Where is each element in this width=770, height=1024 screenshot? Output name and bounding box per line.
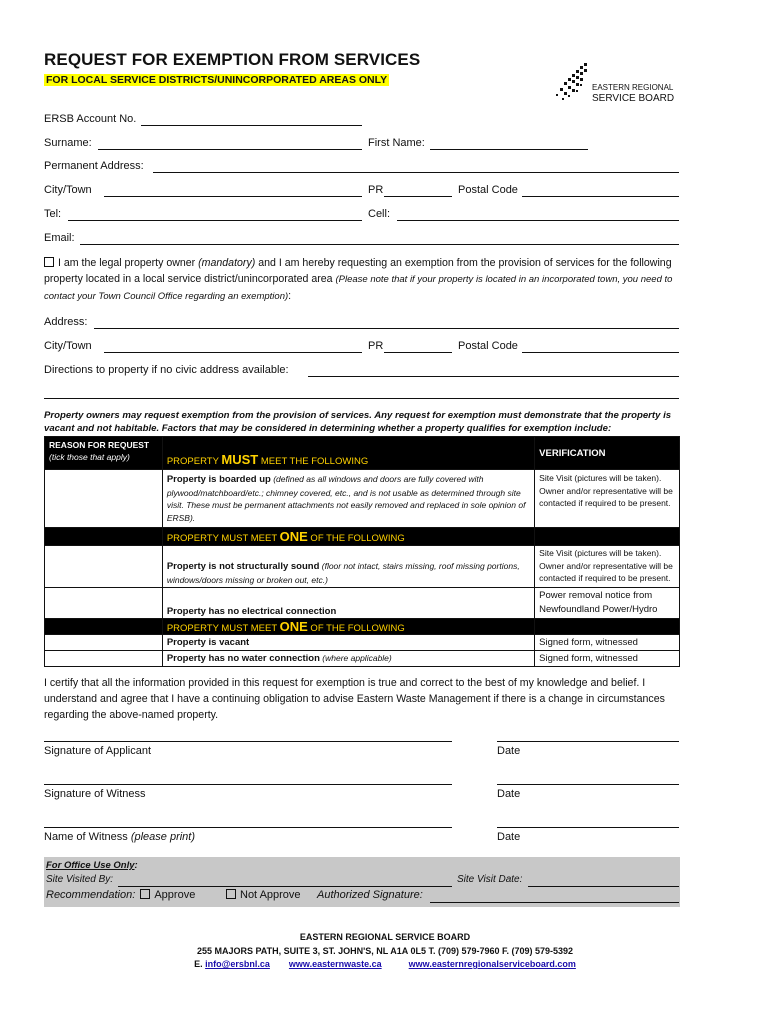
office-use-title: For Office Use Only: <box>46 860 138 871</box>
authorized-signature-label: Authorized Signature: <box>317 889 423 901</box>
surname-label: Surname: <box>44 137 92 149</box>
applicant-signature-field[interactable] <box>44 741 452 742</box>
property-city-field[interactable] <box>104 352 362 353</box>
permanent-address-field[interactable] <box>153 172 679 173</box>
row-vacant: Property is vacant <box>162 635 534 651</box>
directions-field[interactable] <box>308 376 679 377</box>
verify-electrical: Power removal notice from Newfoundland Power/Hydro <box>535 588 680 619</box>
footer-site1-link[interactable]: www.easternwaste.ca <box>288 959 382 969</box>
tel-label: Tel: <box>44 208 62 220</box>
tick-water[interactable] <box>45 651 163 667</box>
owner-checkbox[interactable] <box>44 257 54 267</box>
witness-signature-label: Signature of Witness <box>44 788 146 800</box>
witness-signature-field[interactable] <box>44 784 452 785</box>
row-boarded: Property is boarded up (defined as all windows and doors are fully covered with plywood/matchboard/etc.; chimney covered, etc., and is not usable as determined through site visit. These must be permanent attachments not easily removed and replaced in sole opinion of ERSB). <box>162 470 534 528</box>
logo-line2: SERVICE BOARD <box>592 93 675 104</box>
property-city-label: City/Town <box>44 340 92 352</box>
verification-header: VERIFICATION <box>535 437 680 470</box>
email-field[interactable] <box>80 244 679 245</box>
section-must-header: PROPERTY MUST MEET THE FOLLOWING <box>162 437 534 470</box>
logo-line1: EASTERN REGIONAL <box>592 83 674 92</box>
not-approve-row: Not Approve <box>226 889 301 901</box>
requirements-table <box>44 436 680 667</box>
tick-vacant[interactable] <box>45 635 163 651</box>
row-structural: Property is not structurally sound (floor not intact, stairs missing, roof missing portions, windows/doors missing or broken out, etc.) <box>162 546 534 588</box>
city-field[interactable] <box>104 196 362 197</box>
site-visit-date-label: Site Visit Date: <box>457 874 523 885</box>
surname-field[interactable] <box>98 149 362 150</box>
authorized-signature-field[interactable] <box>430 902 679 903</box>
declaration: I am the legal property owner (mandatory) and I am hereby requesting an exemption from the provision of services for the following property located in a local service district/unincorporated area (Please note that if your property is located in an incorporated town, you need to contact your Town Council Office regarding an exemption): <box>44 257 673 302</box>
logo-mark-icon <box>542 48 690 116</box>
property-pr-label: PR <box>368 340 384 352</box>
property-postal-field[interactable] <box>522 352 679 353</box>
section-one-header: PROPERTY MUST MEET ONE OF THE FOLLOWING <box>162 528 534 546</box>
cell-field[interactable] <box>397 220 679 221</box>
postal-field[interactable] <box>522 196 679 197</box>
section-one-bar-right <box>535 528 680 546</box>
tel-field[interactable] <box>68 220 362 221</box>
property-address-field[interactable] <box>94 328 679 329</box>
witness-name-label: Name of Witness (please print) <box>44 831 196 843</box>
office-use-box <box>44 857 680 907</box>
verify-vacant: Signed form, witnessed <box>535 635 680 651</box>
witness-name-date-field[interactable] <box>497 827 679 828</box>
footer-address: 255 MAJORS PATH, SUITE 3, ST. JOHN'S, NL A1A 0L5 T. (709) 579-7960 F. (709) 579-5392 <box>196 946 574 956</box>
firstname-label: First Name: <box>368 137 425 149</box>
permanent-address-label: Permanent Address: <box>44 160 144 172</box>
ersb-logo <box>542 48 690 116</box>
row-electrical: Property has no electrical connection <box>162 588 534 619</box>
page-subtitle: FOR LOCAL SERVICE DISTRICTS/UNINCORPORATED AREAS ONLY <box>46 74 388 86</box>
property-address-label: Address: <box>44 316 88 328</box>
directions-field-line2[interactable] <box>44 398 679 399</box>
witness-date-field[interactable] <box>497 784 679 785</box>
page-title: REQUEST FOR EXEMPTION FROM SERVICES <box>44 50 421 69</box>
section-one-bar2-left <box>45 619 163 635</box>
pr-label: PR <box>368 184 384 196</box>
footer-email-link[interactable]: info@ersbnl.ca <box>205 959 270 969</box>
footer-org: EASTERN REGIONAL SERVICE BOARD <box>299 932 471 942</box>
applicant-date-field[interactable] <box>497 741 679 742</box>
applicant-signature-label: Signature of Applicant <box>44 745 152 757</box>
site-visited-field[interactable] <box>118 886 452 887</box>
witness-name-field[interactable] <box>44 827 452 828</box>
approve-checkbox[interactable] <box>140 889 150 899</box>
site-visit-date-field[interactable] <box>528 886 679 887</box>
tick-structural[interactable] <box>45 546 163 588</box>
verify-boarded: Site Visit (pictures will be taken). Owner and/or representative will be contacted if required to be present. <box>535 470 680 528</box>
firstname-field[interactable] <box>430 149 588 150</box>
site-visited-label: Site Visited By: <box>46 874 114 885</box>
witness-name-date-label: Date <box>497 831 521 843</box>
property-postal-label: Postal Code <box>458 340 518 352</box>
not-approve-checkbox[interactable] <box>226 889 236 899</box>
pr-field[interactable] <box>384 196 452 197</box>
tick-electrical[interactable] <box>45 588 163 619</box>
row-water: Property has no water connection (where applicable) <box>162 651 534 667</box>
account-label: ERSB Account No. <box>44 113 137 125</box>
verify-structural: Site Visit (pictures will be taken). Owner and/or representative will be contacted if required to be present. <box>535 546 680 588</box>
declaration-note: (Please note that if your property is located in an incorporated town, you need to contact your Town Council Office regarding an exemption) <box>44 274 673 302</box>
section-one-bar2-right <box>535 619 680 635</box>
property-pr-field[interactable] <box>384 352 452 353</box>
section-one-bar-left <box>45 528 163 546</box>
directions-label: Directions to property if no civic address available: <box>44 364 289 376</box>
city-label: City/Town <box>44 184 92 196</box>
email-label: Email: <box>44 232 75 244</box>
verify-water: Signed form, witnessed <box>535 651 680 667</box>
postal-label: Postal Code <box>458 184 518 196</box>
footer-contacts: E. info@ersbnl.ca www.easternwaste.ca www.easternregionalserviceboard.com <box>194 959 576 969</box>
witness-date-label: Date <box>497 788 521 800</box>
section-one-header-2: PROPERTY MUST MEET ONE OF THE FOLLOWING <box>162 619 534 635</box>
certification-text: I certify that all the information provided in this request for exemption is true and correct to the best of my knowledge and belief. I understand and agree that I have a continuing obligation to advise Eastern Waste Management if there is a change in circumstances regarding the above-named property. <box>44 677 665 721</box>
cell-label: Cell: <box>368 208 391 220</box>
footer-site2-link[interactable]: www.easternregionalserviceboard.com <box>408 959 576 969</box>
applicant-date-label: Date <box>497 745 521 757</box>
exemption-intro: Property owners may request exemption from the provision of services. Any request for exemption must demonstrate that the property is vacant and not habitable. Factors that may be considered in determining whether a property qualifies for exemption include: <box>44 410 672 434</box>
tick-boarded[interactable] <box>45 470 163 528</box>
recommendation-row: Recommendation: Approve <box>46 889 196 901</box>
account-field[interactable] <box>141 125 362 126</box>
reason-header: REASON FOR REQUEST (tick those that apply) <box>45 437 163 470</box>
